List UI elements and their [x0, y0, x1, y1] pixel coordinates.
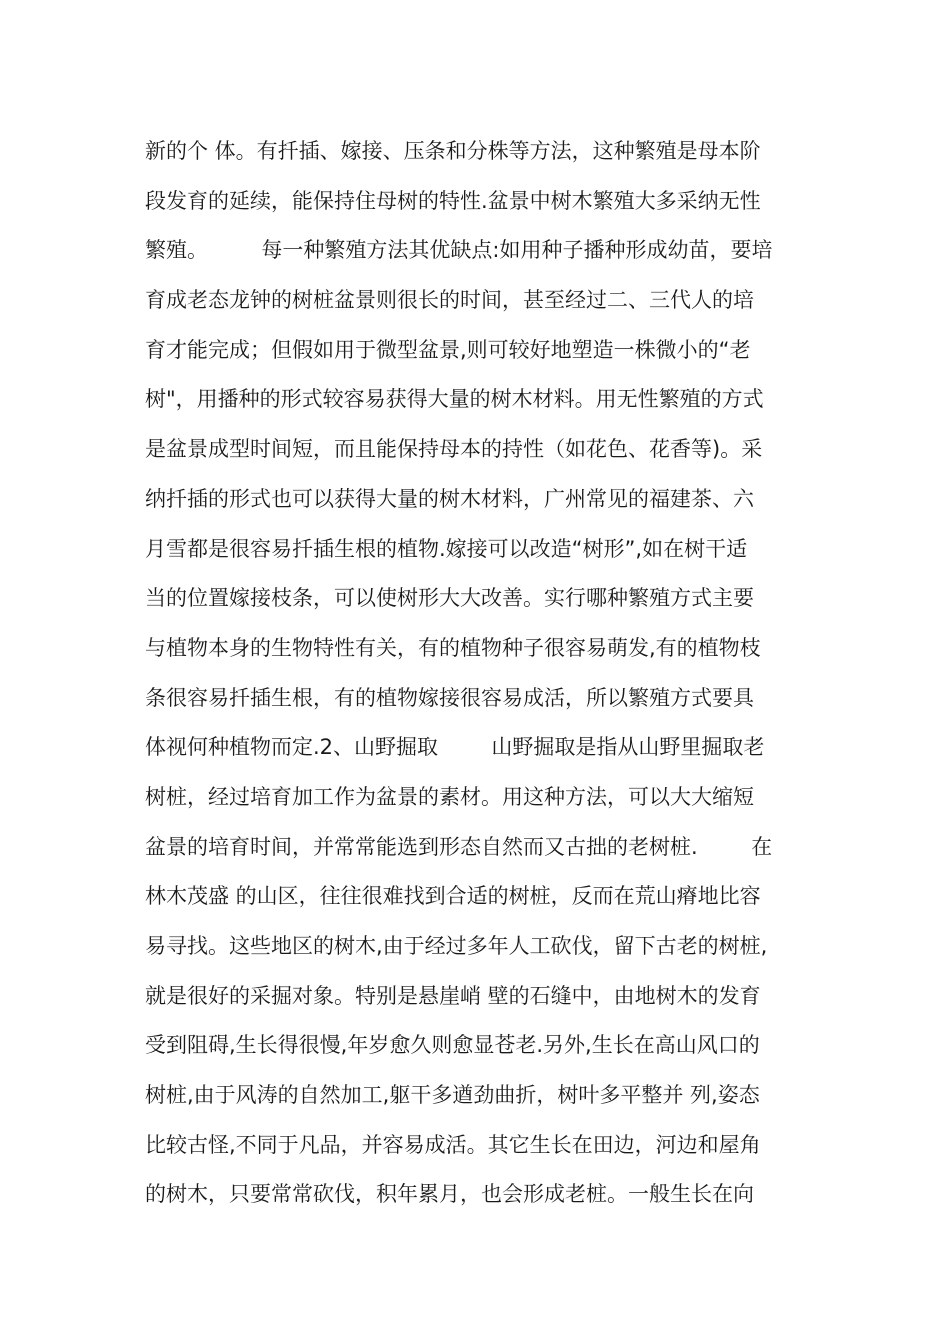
text-line: 树桩,由于风涛的自然加工,躯干多遒劲曲折，树叶多平整并 列,姿态	[145, 1083, 760, 1108]
text-line: 条很容易扦插生根，有的植物嫁接很容易成活，所以繁殖方式要具	[145, 685, 754, 710]
text-line: 体视何种植物而定.2、山野掘取 山野掘取是指从山野里掘取老	[145, 735, 765, 760]
text-line: 新的个 体。有扦插、嫁接、压条和分株等方法，这种繁殖是母本阶	[145, 139, 761, 163]
text-line: 受到阻碍,生长得很慢,年岁愈久则愈显苍老.另外,生长在高山风口的	[145, 1033, 760, 1058]
text-line: 林木茂盛 的山区，往往很难找到合适的树桩，反而在荒山瘠地比容	[145, 884, 761, 909]
text-line: 就是很好的采掘对象。特别是悬崖峭 壁的石缝中，由地树木的发育	[145, 983, 761, 1008]
text-line: 育才能完成；但假如用于微型盆景,则可较好地塑造一株微小的“老	[145, 337, 751, 362]
text-line: 繁殖。 每一种繁殖方法其优缺点:如用种子播种形成幼苗，要培	[145, 238, 773, 263]
text-line: 纳扦插的形式也可以获得大量的树木材料，广州常见的福建茶、六	[145, 486, 754, 511]
text-line: 的树木，只要常常砍伐，积年累月，也会形成老桩。一般生长在向	[145, 1182, 754, 1207]
body-text	[145, 127, 810, 1220]
text-line: 月雪都是很容易扦插生根的植物.嫁接可以改造“树形”,如在树干适	[145, 536, 748, 561]
text-line: 盆景的培育时间，并常常能选到形态自然而又古拙的老树桩. 在	[145, 834, 773, 859]
text-line: 比较古怪,不同于凡品，并容易成活。其它生长在田边，河边和屋角	[145, 1132, 761, 1157]
text-line: 当的位置嫁接枝条，可以使树形大大改善。实行哪种繁殖方式主要	[145, 586, 754, 611]
text-line: 树"，用播种的形式较容易获得大量的树木材料。用无性繁殖的方式	[145, 387, 764, 412]
text-line: 与植物本身的生物特性有关，有的植物种子很容易萌发,有的植物枝	[145, 635, 761, 660]
text-line: 是盆景成型时间短，而且能保持母本的持性（如花色、花香等)。采	[145, 437, 763, 462]
text-line: 段发育的延续，能保持住母树的特性.盆景中树木繁殖大多采纳无性	[145, 188, 761, 213]
text-line: 育成老态龙钟的树桩盆景则很长的时间，甚至经过二、三代人的培	[145, 288, 754, 313]
text-line: 树桩，经过培育加工作为盆景的素材。用这种方法，可以大大缩短	[145, 784, 754, 809]
text-line: 易寻找。这些地区的树木,由于经过多年人工砍伐，留下古老的树桩,	[145, 934, 768, 958]
